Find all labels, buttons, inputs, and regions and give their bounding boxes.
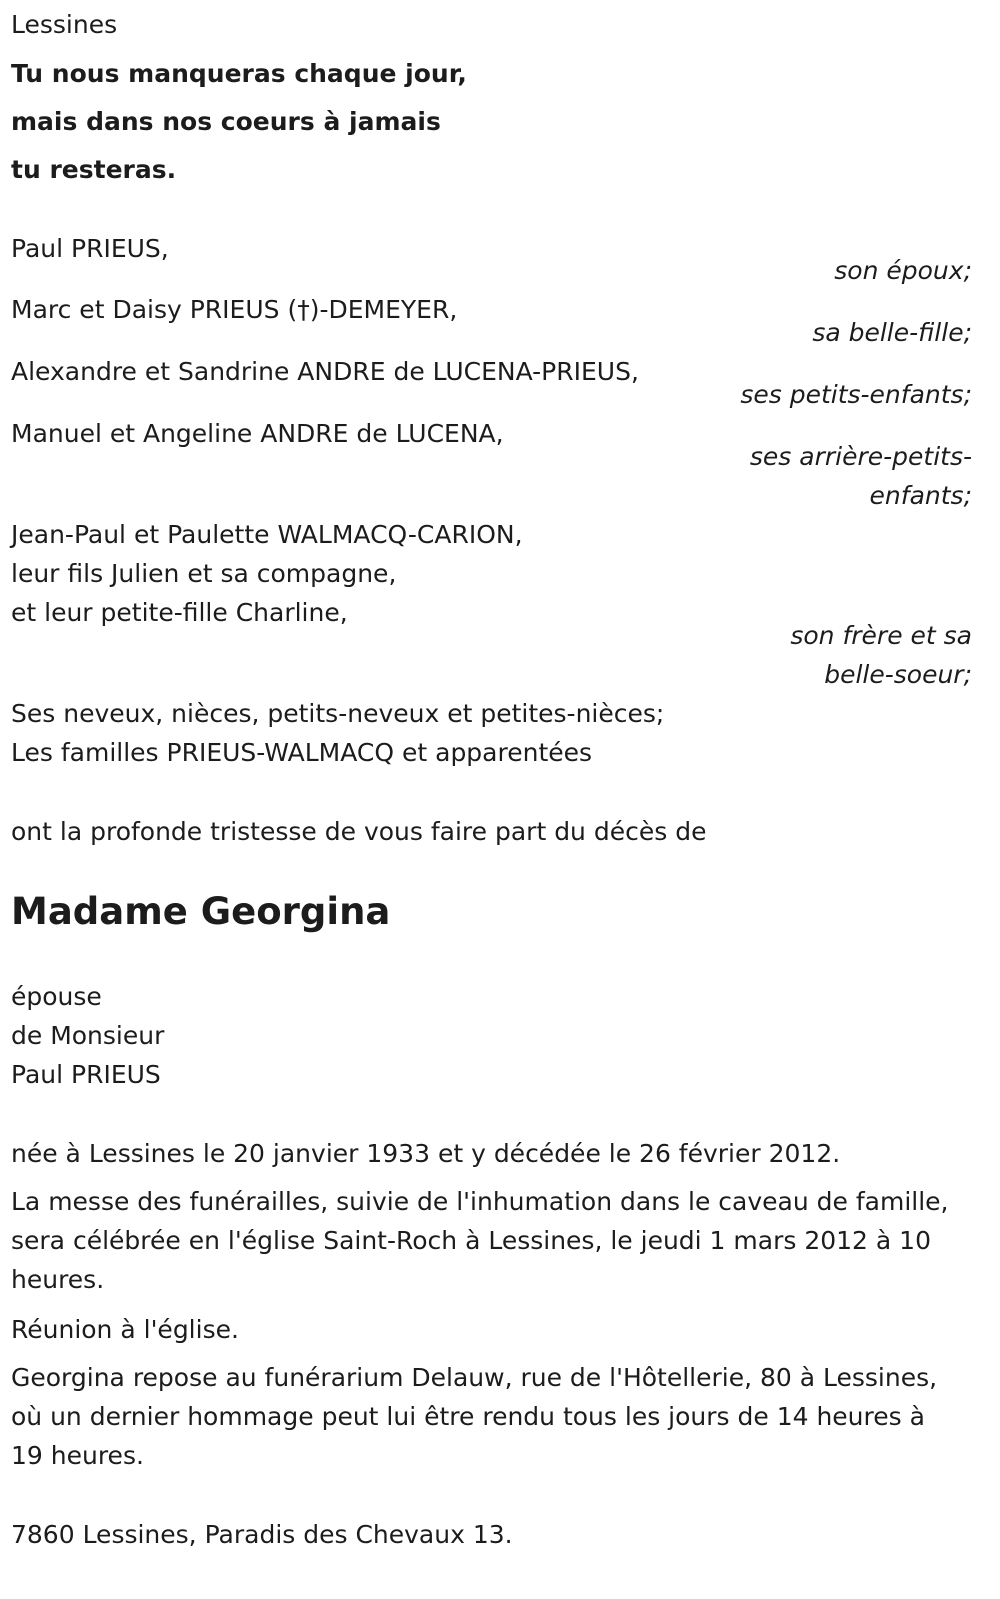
verse-line: Tu nous manqueras chaque jour, (11, 59, 467, 88)
verse-line: tu resteras. (11, 155, 177, 184)
family-names: Paul PRIEUS, (11, 234, 169, 263)
brother-group-line: et leur petite-fille Charline, (11, 598, 348, 627)
announcement-text: ont la profonde tristesse de vous faire part du décès de (11, 817, 707, 846)
meeting-text: Réunion à l'église. (11, 1315, 239, 1344)
spouse-line: épouse (11, 982, 102, 1011)
address-text: 7860 Lessines, Paradis des Chevaux 13. (11, 1520, 513, 1549)
family-names: Manuel et Angeline ANDRE de LUCENA, (11, 419, 504, 448)
family-names: Alexandre et Sandrine ANDRE de LUCENA-PRIEUS, (11, 357, 639, 386)
family-relation: son époux; (834, 256, 972, 285)
family-relation: enfants; (869, 481, 972, 510)
extended-family-line: Les familles PRIEUS-WALMACQ et apparentées (11, 738, 593, 767)
viewing-line: où un dernier hommage peut lui être rendu tous les jours de 14 heures à (11, 1402, 925, 1431)
family-relation: ses petits-enfants; (740, 380, 972, 409)
funeral-line: heures. (11, 1265, 105, 1294)
viewing-line: Georgina repose au funérarium Delauw, rue de l'Hôtellerie, 80 à Lessines, (11, 1363, 938, 1392)
funeral-line: sera célébrée en l'église Saint-Roch à Lessines, le jeudi 1 mars 2012 à 10 (11, 1226, 931, 1255)
viewing-line: 19 heures. (11, 1441, 144, 1470)
spouse-line: Paul PRIEUS (11, 1060, 161, 1089)
deceased-name: Madame Georgina (11, 890, 391, 933)
brother-group-line: leur fils Julien et sa compagne, (11, 559, 397, 588)
city-header: Lessines (11, 10, 118, 39)
family-names: Marc et Daisy PRIEUS (†)-DEMEYER, (11, 295, 458, 324)
birth-death-text: née à Lessines le 20 janvier 1933 et y décédée le 26 février 2012. (11, 1139, 841, 1168)
family-relation: ses arrière-petits- (749, 442, 972, 471)
funeral-line: La messe des funérailles, suivie de l'inhumation dans le caveau de famille, (11, 1187, 949, 1216)
brother-group-relation: son frère et sa (790, 621, 972, 650)
family-relation: sa belle-fille; (812, 318, 972, 347)
spouse-line: de Monsieur (11, 1021, 165, 1050)
brother-group-relation: belle-soeur; (824, 660, 972, 689)
brother-group-line: Jean-Paul et Paulette WALMACQ-CARION, (11, 520, 523, 549)
extended-family-line: Ses neveux, nièces, petits-neveux et petites-nièces; (11, 699, 665, 728)
verse-line: mais dans nos coeurs à jamais (11, 107, 441, 136)
